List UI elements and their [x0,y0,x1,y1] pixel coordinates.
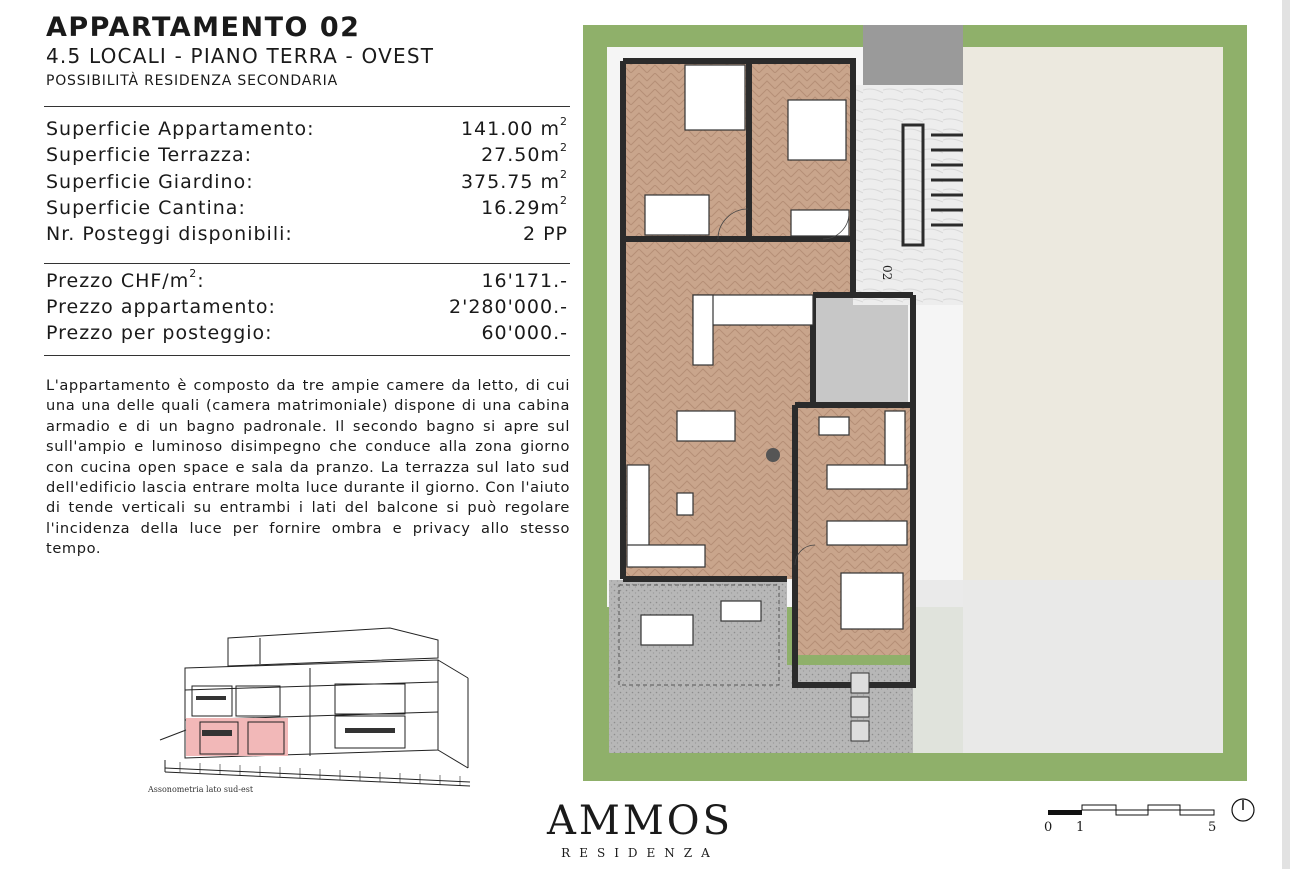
price-row-sqm [46,267,568,296]
price-label: Prezzo CHF/$m^2$: [46,267,205,292]
axonometry-caption: Assonometria lato sud-est [148,785,254,794]
apartment-subtitle: 4.5 LOCALI - PIANO TERRA - OVEST [46,44,435,68]
surface-row-parking [46,223,568,249]
axonometry-drawing [140,620,480,805]
wardrobe-icon [827,521,907,545]
surface-value: $27.50m^2$ [481,141,568,166]
residence-note: POSSIBILITÀ RESIDENZA SECONDARIA [46,73,338,89]
surface-row-terrace [46,141,568,170]
wardrobe-icon [645,195,709,235]
bathtub-icon [885,411,905,465]
scale-label-5: 5 [1208,820,1217,835]
highlighted-unit [186,718,288,756]
surface-label: Superficie Cantina: [46,197,246,219]
scale-bar [1040,796,1270,836]
kitchen-island-icon [693,295,713,365]
price-row-parking [46,322,568,348]
armchair-icon [677,493,693,515]
surface-value: $16.29m^2$ [481,194,568,219]
apartment-title: APPARTAMENTO 02 [46,12,361,43]
bathroom [813,295,908,405]
unit-label: 02 [880,265,894,281]
surface-value: 2 PP [522,223,568,245]
surface-row-garden [46,168,568,197]
price-value: 16'171.- [481,270,568,292]
dining-table-icon [677,411,735,441]
outdoor-table-icon [641,615,693,645]
price-value: 60'000.- [481,322,568,344]
page-edge [1282,0,1290,869]
price-label: Prezzo per posteggio: [46,322,273,344]
floor-plan [583,25,1247,781]
surface-label: Superficie Appartamento: [46,118,315,140]
sofa-icon [627,545,705,567]
surface-value: 375.75 $m^2$ [460,168,568,193]
price-value: 2'280'000.- [449,296,568,318]
divider-top [44,106,570,107]
apartment-description: L'appartamento è composto da tre ampie camere da letto, di cui una una delle quali (camera matrimoniale) dispone di una cabina armadio e di un bagno padronale. Il secondo bagno si apre sul sull'ampio e luminoso disimpegno che conduce alla zona giorno con cucina open space e sala da pranzo. La terrazza sul lato sud dell'edificio lascia entrare molta luce durante il giorno. Con l'aiuto di tende verticali su entrambi i lati del balcone si può regolare l'incidenza della luce per fornire ombra e privacy allo stesso tempo. [46,377,570,558]
bed-icon [685,65,745,130]
surface-value: 141.00 $m^2$ [460,115,568,140]
surface-label: Nr. Posteggi disponibili: [46,223,293,245]
sink-icon [819,417,849,435]
scale-label-1: 1 [1076,820,1085,835]
divider-bottom [44,355,570,356]
logo-name: AMMOS [547,798,733,844]
plant-icon [766,448,780,462]
bed-icon [788,100,846,160]
divider-mid [44,263,570,264]
bed-icon [841,573,903,629]
outdoor-sofa-icon [721,601,761,621]
surface-label: Superficie Giardino: [46,171,254,193]
logo-subtitle: RESIDENZA [561,846,719,860]
logo [490,798,790,860]
price-row-apartment [46,296,568,322]
wardrobe-icon [827,465,907,489]
scale-label-0: 0 [1044,820,1053,835]
surface-row-apartment [46,115,568,144]
surface-row-cellar [46,194,568,223]
price-label: Prezzo appartamento: [46,296,276,318]
surface-label: Superficie Terrazza: [46,144,253,166]
